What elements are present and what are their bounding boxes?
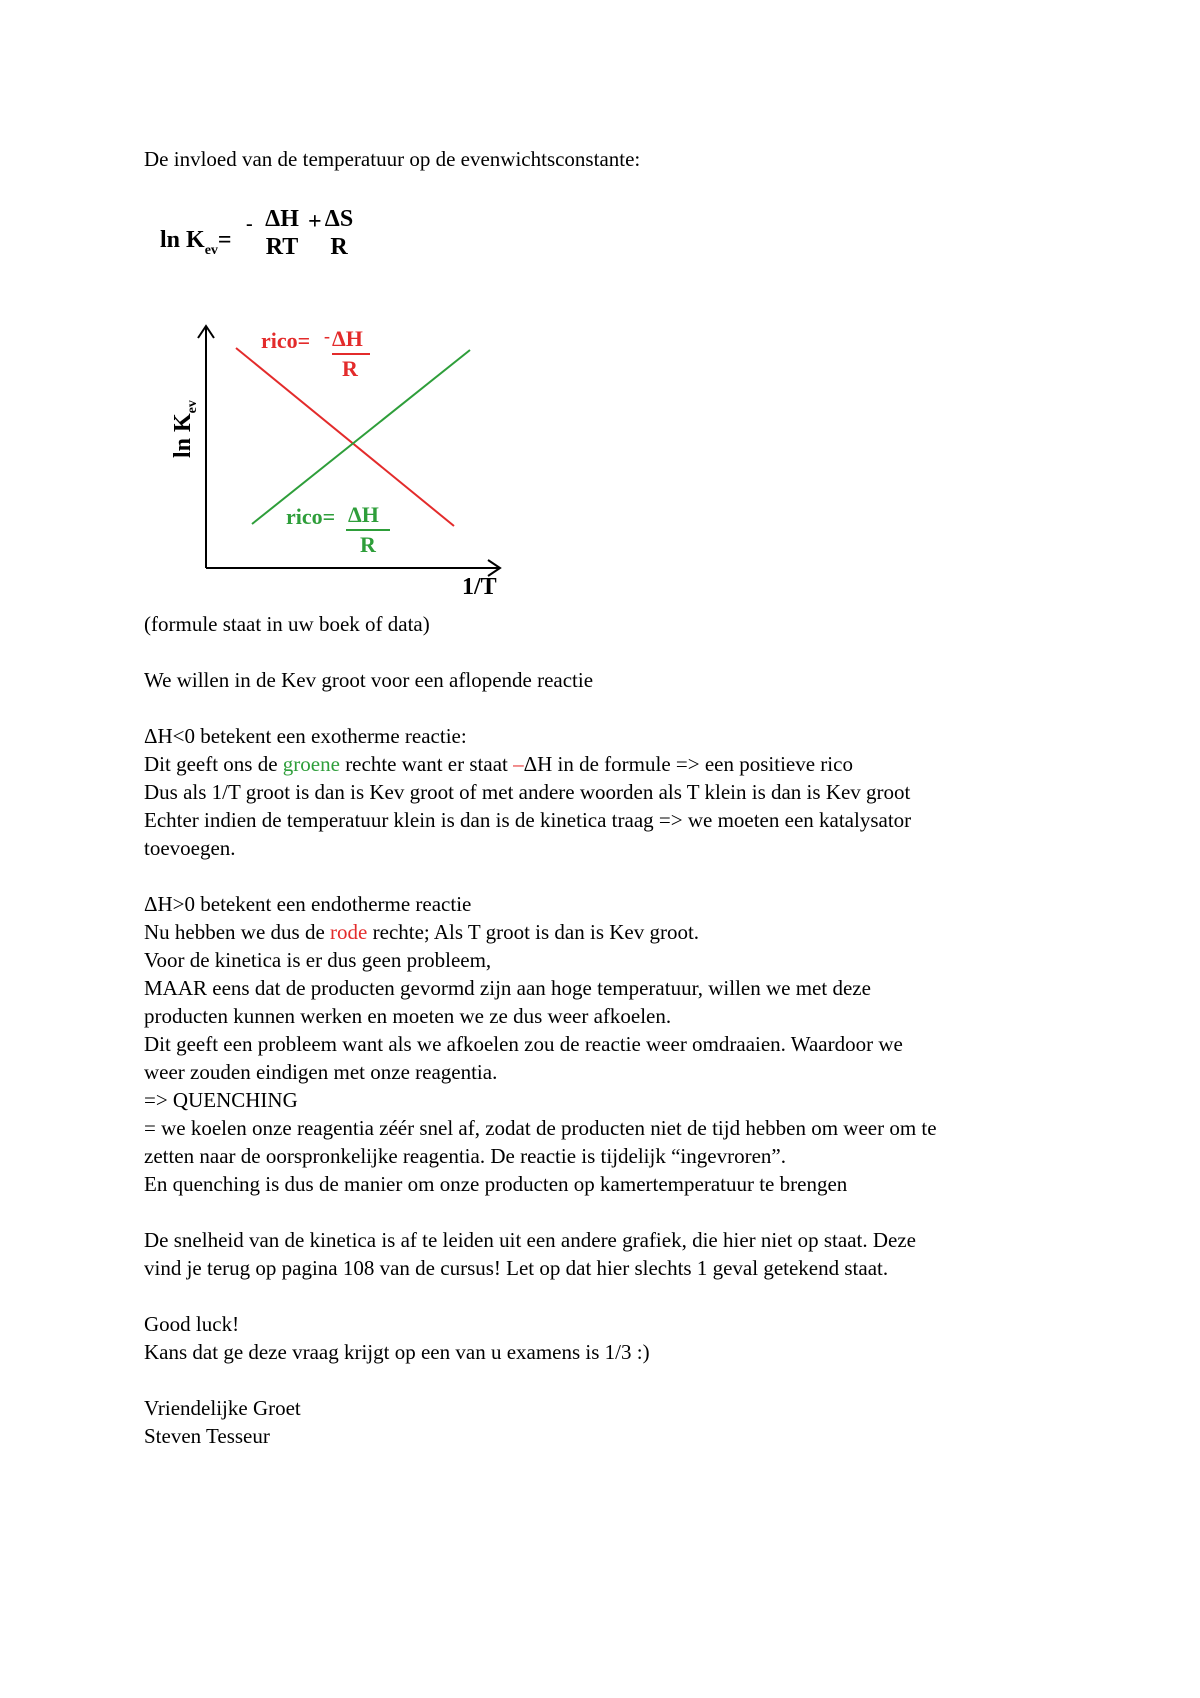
quenching-line-1: = we koelen onze reagentia zéér snel af, zodat de producten niet de tijd hebben om weer om te: [144, 1116, 937, 1140]
formula-fraction-dh-rt: ΔH RT: [265, 206, 299, 260]
x-axis-label: 1/T: [462, 574, 497, 600]
author-name: Steven Tesseur: [144, 1424, 270, 1448]
endotherm-line-4: producten kunnen werken en moeten we ze dus weer afkoelen.: [144, 1004, 672, 1028]
quenching-line-2: zetten naar de oorspronkelijke reagentia. De reactie is tijdelijk “ingevroren”.: [144, 1144, 786, 1168]
endotherm-heading: ΔH>0 betekent een endotherme reactie: [144, 892, 472, 916]
formula-lhs: $\ln K_{ev}=$: [160, 227, 232, 258]
exotherm-line-4: toevoegen.: [144, 836, 236, 860]
kinetics-line-2: vind je terug op pagina 108 van de cursus! Let op dat hier slechts 1 geval getekend staat.: [144, 1256, 889, 1280]
exotherm-line-1: Dit geeft ons de groene rechte want er staat –ΔH in de formule => een positieve rico: [144, 752, 853, 776]
green-slope-denominator: R: [360, 532, 376, 557]
endotherm-line-6: weer zouden eindigen met onze reagentia.: [144, 1060, 498, 1084]
endotherm-line-5: Dit geeft een probleem want als we afkoelen zou de reactie weer omdraaien. Waardoor we: [144, 1032, 903, 1056]
exam-chance: Kans dat ge deze vraag krijgt op een van u examens is 1/3 :): [144, 1340, 650, 1364]
y-axis-label: $\ln K_{ev}$: [170, 400, 200, 458]
quenching-line-3: En quenching is dus de manier om onze producten op kamertemperatuur te brengen: [144, 1172, 848, 1196]
exotherm-line-2: Dus als 1/T groot is dan is Kev groot of met andere woorden als T klein is dan is Kev groot: [144, 780, 911, 804]
endotherm-line-3: MAAR eens dat de producten gevormd zijn aan hoge temperatuur, willen we met deze: [144, 976, 871, 1000]
exotherm-line-3: Echter indien de temperatuur klein is dan is de kinetica traag => we moeten een katalysator: [144, 808, 912, 832]
green-word: groene: [282, 752, 340, 776]
intro-heading: De invloed van de temperatuur op de evenwichtsconstante:: [144, 147, 641, 171]
exotherm-heading: ΔH<0 betekent een exotherme reactie:: [144, 724, 467, 748]
green-slope-numerator: ΔH: [348, 502, 379, 527]
lnk-vs-inverse-t-chart: [160, 318, 520, 608]
formula-fraction-ds-r: ΔS R: [324, 206, 354, 260]
formula-minus: -: [246, 213, 253, 235]
endotherm-line-2: Voor de kinetica is er dus geen probleem,: [144, 948, 492, 972]
red-slope-label: rico=: [261, 328, 311, 353]
red-word: rode: [330, 920, 368, 944]
red-slope-denominator: R: [342, 356, 358, 381]
formula-note: (formule staat in uw boek of data): [144, 612, 430, 636]
green-series-line: [252, 350, 470, 524]
closing-greeting: Vriendelijke Groet: [144, 1396, 301, 1420]
red-slope-minus: -: [324, 326, 330, 346]
red-slope-numerator: ΔH: [332, 326, 363, 351]
endotherm-line-1: Nu hebben we dus de rode rechte; Als T groot is dan is Kev groot.: [144, 920, 700, 944]
formula-plus: +: [308, 209, 322, 235]
green-slope-label: rico=: [286, 504, 336, 529]
kinetics-line-1: De snelheid van de kinetica is af te leiden uit een andere grafiek, die hier niet op staat. Deze: [144, 1228, 916, 1252]
quenching-heading: => QUENCHING: [144, 1088, 298, 1112]
goal-text: We willen in de Kev groot voor een aflopende reactie: [144, 668, 594, 692]
good-luck: Good luck!: [144, 1312, 240, 1336]
